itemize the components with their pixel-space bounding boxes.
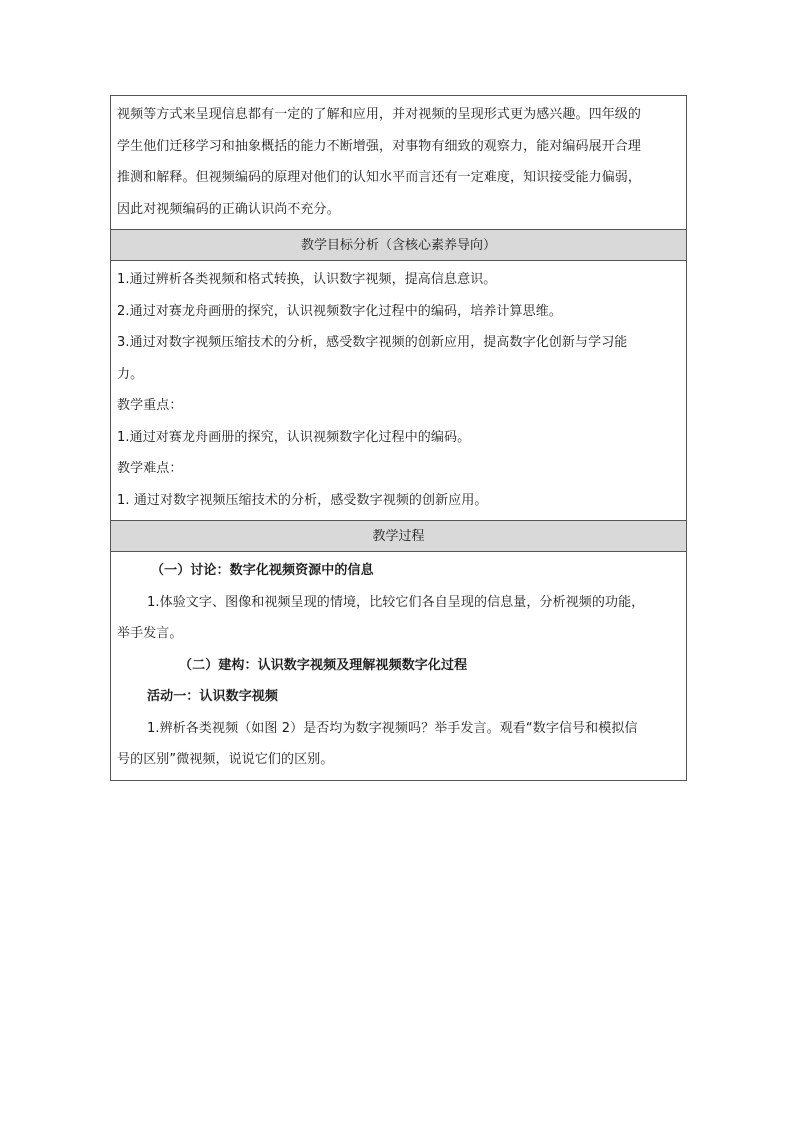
goals-header: 教学目标分析（含核心素养导向） xyxy=(111,230,686,261)
intro-line-2: 学生他们迁移学习和抽象概括的能力不断增强，对事物有细致的观察力，能对编码展开合理 xyxy=(117,138,642,154)
intro-line-4: 因此对视频编码的正确认识尚不充分。 xyxy=(117,201,340,217)
goal-line-2: 2.通过对赛龙舟画册的探究，认识视频数字化过程中的编码，培养计算思维。 xyxy=(117,303,562,319)
activity-title: 活动一：认识数字视频 xyxy=(147,689,279,704)
intro-line-1: 视频等方式来呈现信息都有一定的了解和应用，并对视频的呈现形式更为感兴趣。四年级的 xyxy=(117,107,642,122)
part1-line-1: 1.体验文字、图像和视频呈现的情境，比较它们各自呈现的信息量，分析视频的功能， xyxy=(147,594,645,610)
intro-line-3: 推测和解释。但视频编码的原理对他们的认知水平而言还有一定难度，知识接受能力偏弱， xyxy=(117,170,642,185)
key-point-line: 1.通过对赛龙舟画册的探究，认识视频数字化过程中的编码。 xyxy=(117,429,471,445)
key-point-label: 教学重点： xyxy=(117,398,183,413)
activity-line-1: 1.辨析各类视频（如图 2）是否均为数字视频吗？举手发言。观看“数字信号和模拟信 xyxy=(147,720,638,736)
part1-line-2: 举手发言。 xyxy=(117,626,183,641)
goals-cell xyxy=(111,261,686,521)
process-cell xyxy=(111,552,686,780)
part2-title: （二）建构：认识数字视频及理解视频数字化过程 xyxy=(179,657,468,673)
goal-line-4: 力。 xyxy=(117,366,144,382)
goal-line-3: 3.通过对数字视频压缩技术的分析，感受数字视频的创新应用，提高数字化创新与学习能 xyxy=(117,335,628,350)
activity-line-2: 号的区别”微视频，说说它们的区别。 xyxy=(117,752,334,767)
difficulty-line: 1. 通过对数字视频压缩技术的分析，感受数字视频的创新应用。 xyxy=(117,492,488,508)
lesson-plan-table xyxy=(110,95,687,781)
part1-title: （一）讨论：数字化视频资源中的信息 xyxy=(151,563,374,578)
process-header: 教学过程 xyxy=(111,521,686,552)
difficulty-label: 教学难点： xyxy=(117,461,183,476)
goal-line-1: 1.通过辨析各类视频和格式转换，认识数字视频，提高信息意识。 xyxy=(117,272,497,287)
student-analysis-cell xyxy=(111,96,686,230)
